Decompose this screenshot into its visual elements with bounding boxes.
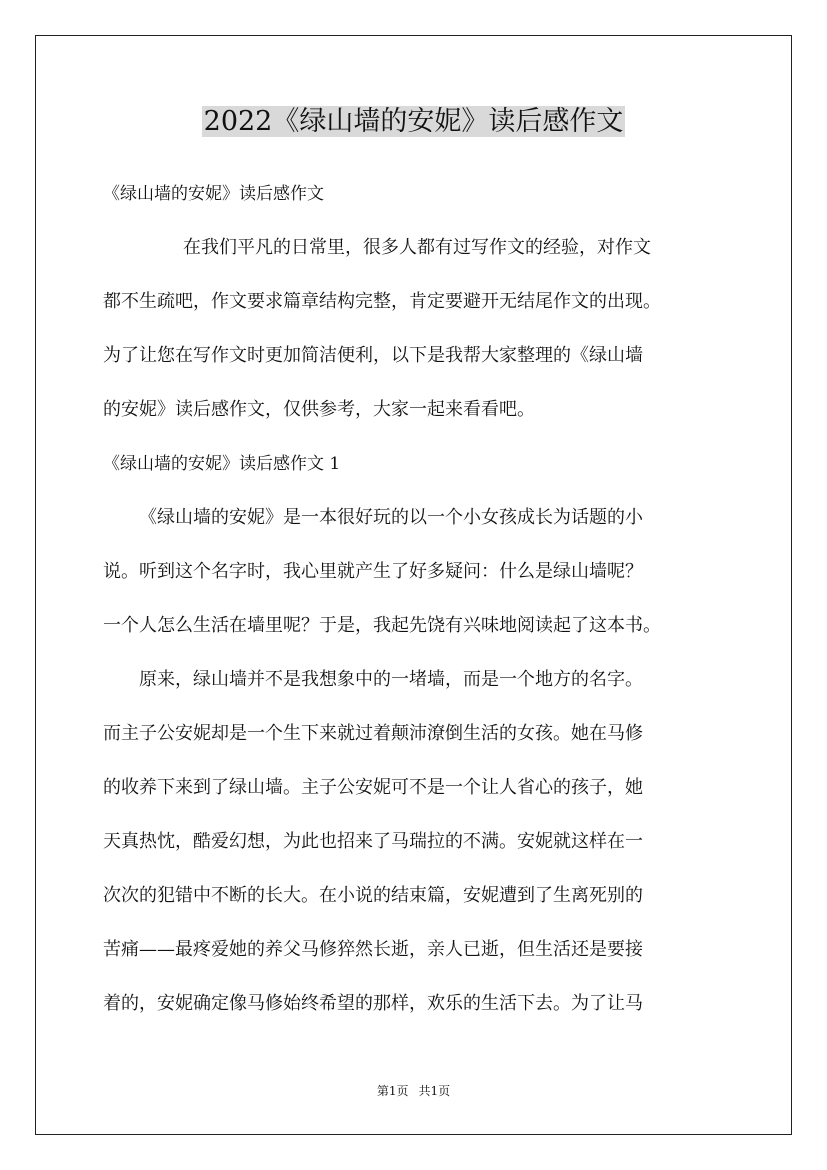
para2-line-2: 而主子公安妮却是一个生下来就过着颠沛潦倒生活的女孩。她在马修 bbox=[103, 723, 643, 744]
document-title bbox=[0, 102, 827, 142]
page-number: 第1页 bbox=[376, 1084, 409, 1098]
intro-line-4: 的安妮》读后感作文，仅供参考，大家一起来看看吧。 bbox=[103, 399, 535, 420]
para2-line-6: 苦痛——最疼爱她的养父马修猝然长逝，亲人已逝，但生活还是要接 bbox=[103, 939, 643, 960]
page-total: 共1页 bbox=[418, 1084, 451, 1098]
para2-line-3: 的收养下来到了绿山墙。主子公安妮可不是一个让人省心的孩子，她 bbox=[103, 777, 643, 798]
para2-line-1: 原来，绿山墙并不是我想象中的一堵墙，而是一个地方的名字。 bbox=[139, 669, 643, 690]
para2-line-4: 天真热忱，酷爱幻想，为此也招来了马瑞拉的不满。安妮就这样在一 bbox=[103, 831, 643, 852]
para1-line-3: 一个人怎么生活在墙里呢？于是，我起先饶有兴味地阅读起了这本书。 bbox=[103, 615, 661, 636]
para1-line-1: 《绿山墙的安妮》是一本很好玩的以一个小女孩成长为话题的小 bbox=[139, 507, 643, 528]
para1-line-2: 说。听到这个名字时，我心里就产生了好多疑问：什么是绿山墙呢？ bbox=[103, 561, 643, 582]
intro-line-3: 为了让您在写作文时更加简洁便利，以下是我帮大家整理的《绿山墙 bbox=[103, 345, 643, 366]
intro-line-2: 都不生疏吧，作文要求篇章结构完整，肯定要避开无结尾作文的出现。 bbox=[103, 291, 661, 312]
page-footer bbox=[0, 1083, 827, 1099]
document-title-text: 2022《绿山墙的安妮》读后感作文 bbox=[203, 106, 624, 137]
para2-line-5: 次次的犯错中不断的长大。在小说的结束篇，安妮遭到了生离死别的 bbox=[103, 885, 643, 906]
intro-line-1: 在我们平凡的日常里，很多人都有过写作文的经验，对作文 bbox=[183, 237, 651, 258]
subheading: 《绿山墙的安妮》读后感作文 bbox=[103, 184, 324, 204]
para2-line-7: 着的，安妮确定像马修始终希望的那样，欢乐的生活下去。为了让马 bbox=[103, 993, 643, 1014]
section-heading: 《绿山墙的安妮》读后感作文 1 bbox=[103, 454, 341, 474]
